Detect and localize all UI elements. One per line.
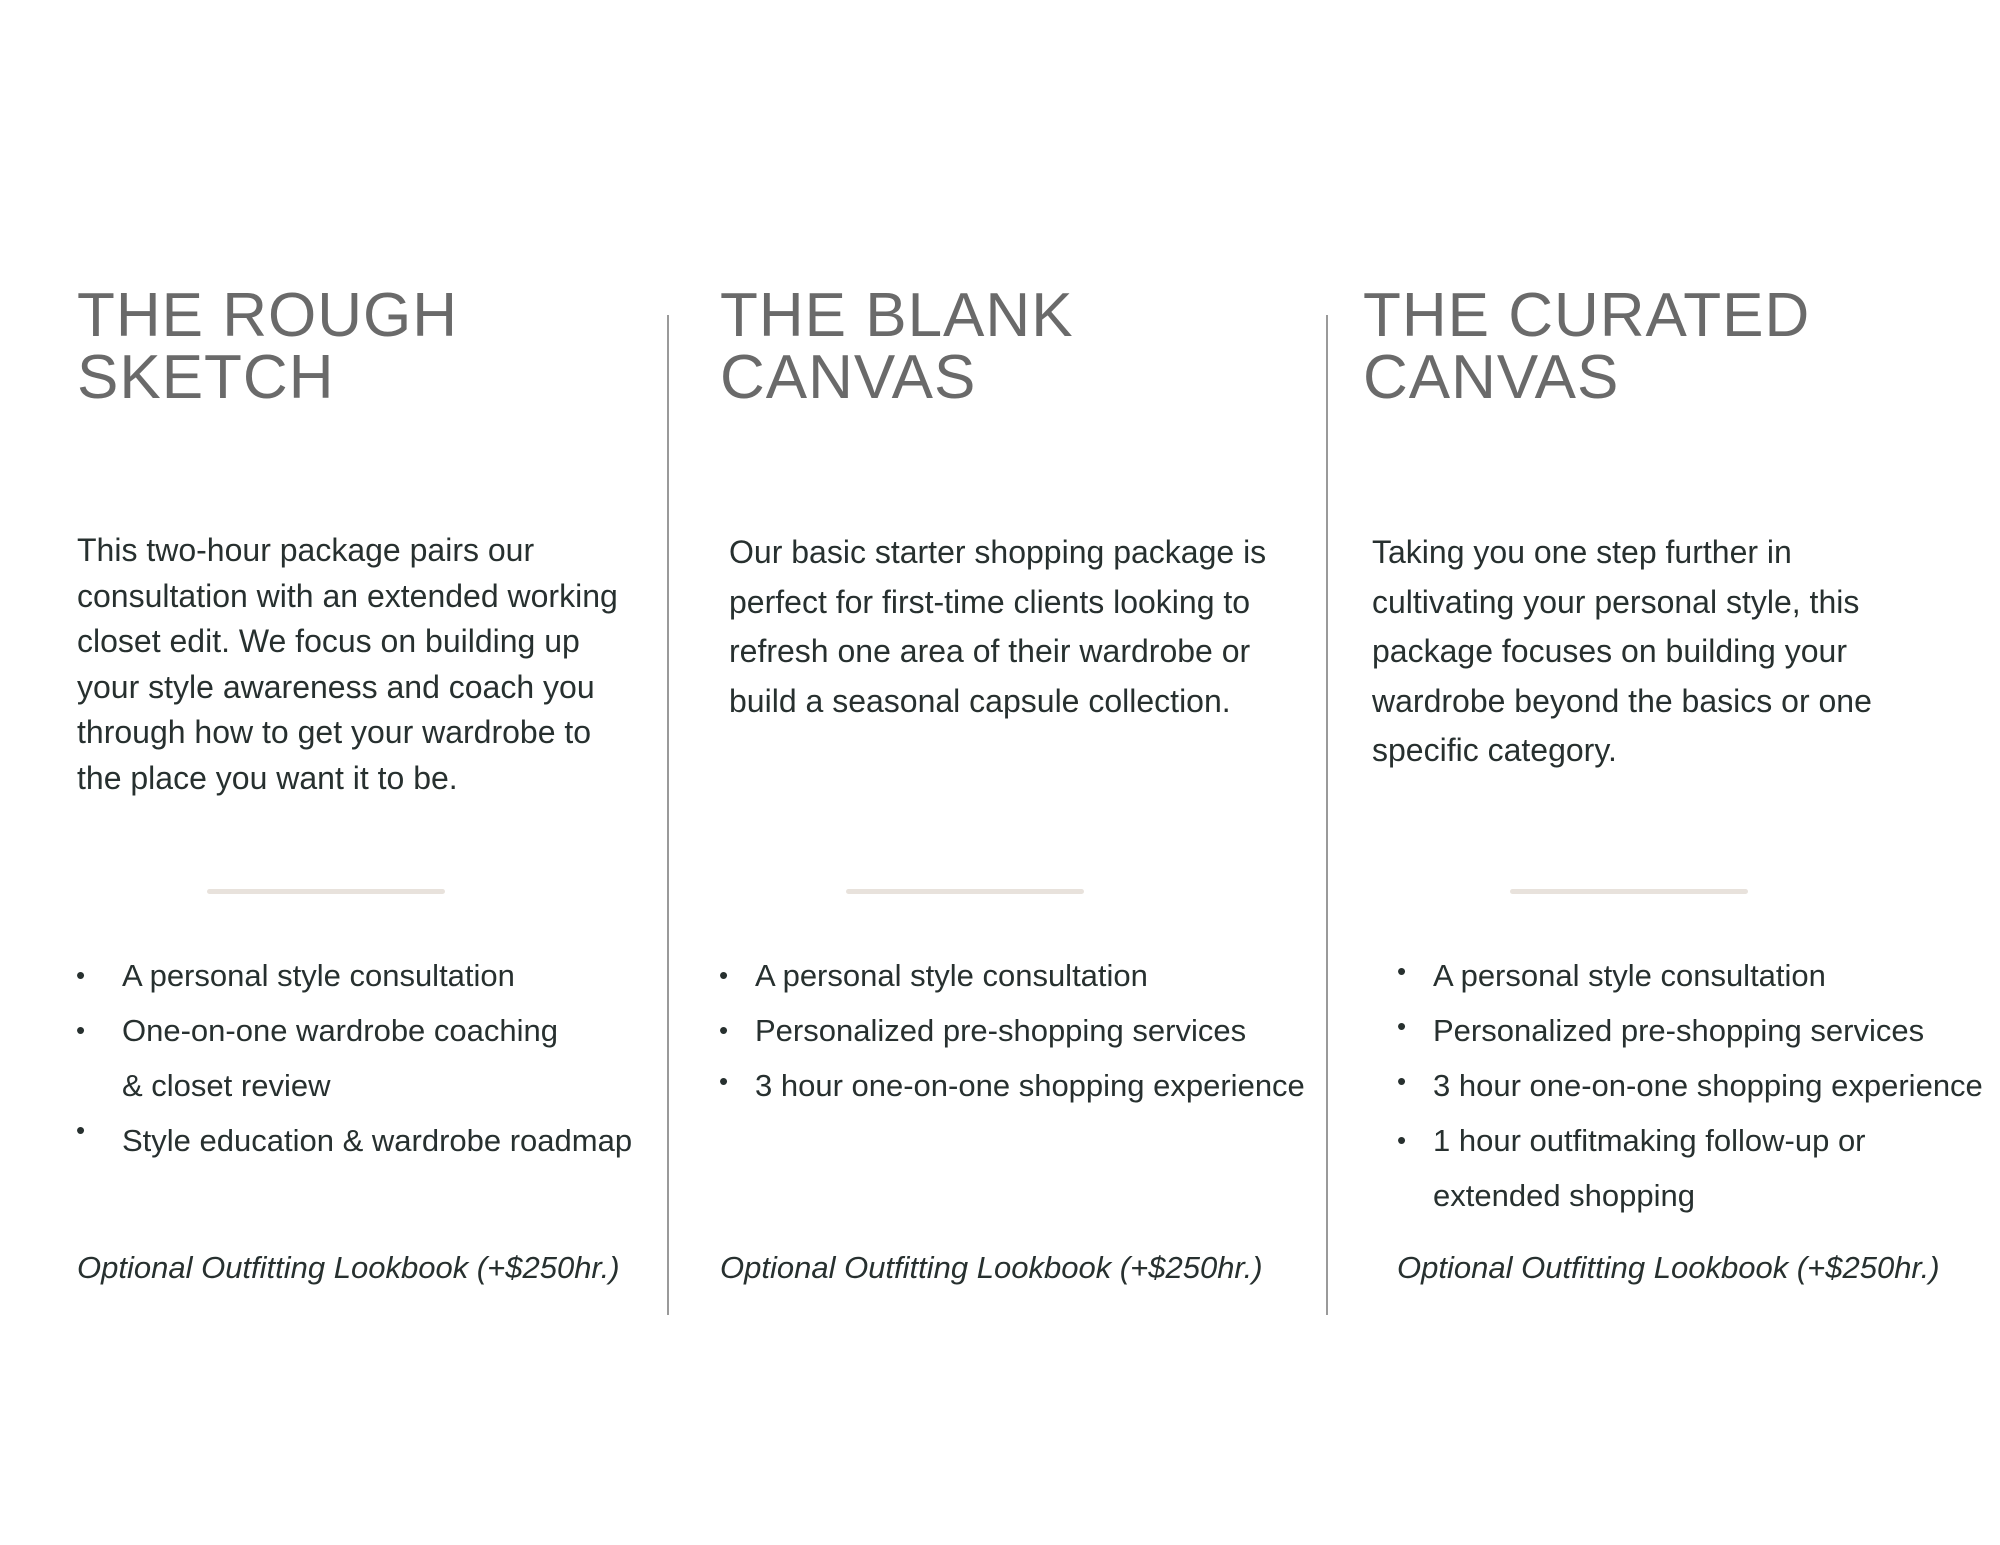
package-rough-sketch bbox=[77, 0, 637, 1545]
feature-text: A personal style consultation bbox=[755, 958, 1148, 993]
bullet-icon: • bbox=[76, 1015, 86, 1045]
column-divider bbox=[667, 315, 669, 1315]
optional-addon: Optional Outfitting Lookbook (+$250hr.) bbox=[720, 1250, 1263, 1285]
feature-item bbox=[719, 1003, 1335, 1058]
package-title-line: CANVAS bbox=[720, 343, 977, 412]
package-title-line: THE BLANK bbox=[720, 281, 1074, 350]
bullet-icon: • bbox=[1397, 1125, 1407, 1155]
feature-item bbox=[1397, 1113, 1993, 1223]
package-description: Taking you one step further in cultivating your personal style, this package focuses on building your wardrobe beyond the basics or one specific category. bbox=[1372, 534, 1872, 768]
feature-item bbox=[719, 948, 1335, 1003]
feature-item bbox=[1397, 1058, 1993, 1113]
feature-item bbox=[76, 1003, 662, 1113]
package-curated-canvas bbox=[1363, 0, 1983, 1545]
feature-item bbox=[1397, 1003, 1993, 1058]
package-title bbox=[720, 281, 1074, 412]
feature-text: One-on-one wardrobe coaching & closet review bbox=[122, 1013, 558, 1103]
feature-text: 3 hour one-on-one shopping experience bbox=[755, 1068, 1305, 1103]
package-description: This two-hour package pairs our consultation with an extended working closet edit. We focus on building up your style awareness and coach you through how to get your wardrobe to the place you want it to be. bbox=[77, 532, 618, 796]
feature-list bbox=[719, 948, 1335, 1113]
feature-text: Personalized pre-shopping services bbox=[1433, 1013, 1925, 1048]
package-title bbox=[77, 281, 458, 412]
bullet-icon: • bbox=[76, 1115, 86, 1145]
bullet-icon: • bbox=[719, 960, 729, 990]
package-description: Our basic starter shopping package is perfect for first-time clients looking to refresh one area of their wardrobe or build a seasonal capsule collection. bbox=[729, 534, 1267, 719]
accent-rule bbox=[207, 889, 445, 894]
feature-text: A personal style consultation bbox=[122, 958, 515, 993]
bullet-icon: • bbox=[719, 1066, 729, 1096]
package-title-line: THE ROUGH bbox=[77, 281, 458, 350]
feature-text: 1 hour outfitmaking follow-up or extended shopping bbox=[1433, 1123, 1866, 1213]
accent-rule bbox=[1510, 889, 1748, 894]
package-title bbox=[1363, 281, 1811, 412]
package-title-line: THE CURATED bbox=[1363, 281, 1811, 350]
feature-item bbox=[76, 1113, 662, 1168]
package-title-line: SKETCH bbox=[77, 343, 335, 412]
accent-rule bbox=[846, 889, 1084, 894]
feature-text: 3 hour one-on-one shopping experience bbox=[1433, 1068, 1983, 1103]
package-blank-canvas bbox=[720, 0, 1320, 1545]
optional-addon: Optional Outfitting Lookbook (+$250hr.) bbox=[1397, 1250, 1940, 1285]
feature-text: Personalized pre-shopping services bbox=[755, 1013, 1247, 1048]
bullet-icon: • bbox=[1397, 1066, 1407, 1096]
bullet-icon: • bbox=[1397, 956, 1407, 986]
feature-list bbox=[1397, 948, 1993, 1223]
feature-item bbox=[76, 948, 662, 1003]
feature-text: Style education & wardrobe roadmap bbox=[122, 1123, 633, 1158]
feature-list bbox=[76, 948, 662, 1168]
package-title-line: CANVAS bbox=[1363, 343, 1620, 412]
feature-item bbox=[719, 1058, 1335, 1113]
column-divider bbox=[1326, 315, 1328, 1315]
feature-item bbox=[1397, 948, 1993, 1003]
bullet-icon: • bbox=[76, 960, 86, 990]
bullet-icon: • bbox=[719, 1015, 729, 1045]
feature-text: A personal style consultation bbox=[1433, 958, 1826, 993]
bullet-icon: • bbox=[1397, 1011, 1407, 1041]
optional-addon: Optional Outfitting Lookbook (+$250hr.) bbox=[77, 1250, 620, 1285]
